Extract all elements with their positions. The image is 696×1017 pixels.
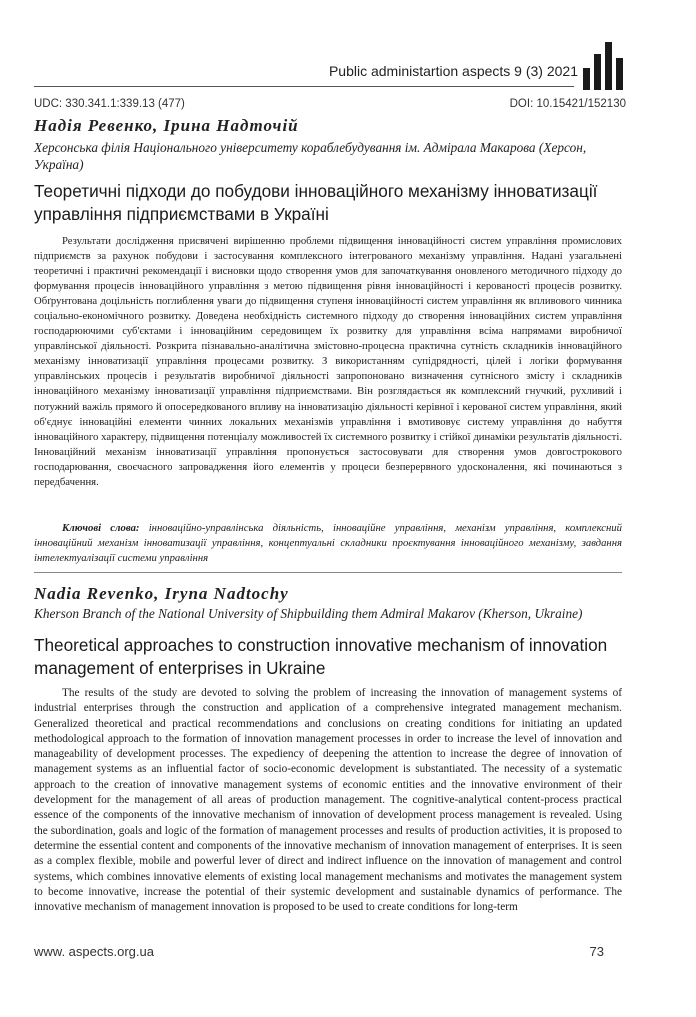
page-number: 73 <box>589 944 604 959</box>
footer-url: www. aspects.org.ua <box>34 944 154 959</box>
keywords-ua <box>34 521 622 566</box>
udc-code: UDC: 330.341.1:339.13 (477) <box>34 98 185 110</box>
affiliation-en: Kherson Branch of the National University of Shipbuilding them Admiral Makarov (Kherson, Ukraine) <box>34 606 583 621</box>
title-ua: Теоретичні підходи до побудови інноваційного механізму інноватизації управління підприємствами в Україні <box>34 181 598 224</box>
doi: DOI: 10.15421/152130 <box>509 98 626 110</box>
abstract-ua: Результати дослідження присвячені вирішенню проблеми підвищення інноваційності систем управління промислових підприємств за рахунок побудови і застосування комплексного інтегрованого механізму управління. Надані узагальнені теоретичні і практичні рекомендації і висновки щодо створення умов для започаткування оновленого методичного підходу до формування процесів інноваційного управління з метою підвищення рівня інноваційності і керованості процесів розвитку. Обґрунтована доцільність поглиблення уваги до підвищення ступеня інноваційності систем управління як впливового чинника соціально-економічного розвитку. Доведена необхідність системного підходу до створення інноваційних систем управління господарюючими суб'єктами і інноваційним середовищем їх розвитку для управління всіма напрямами виробничої управлінської діяльності. Розкрита пізнавально-аналітична змістовно-процесна практична сутність складників інноваційного механізму інноватизації управління процесами розвитку. З використанням супідрядності, цілей і логіки формування управлінських процесів і результатів виробничої діяльності запропоновано визначення сутнісного змісту і складників інноваційного механізму інноватизації управління підприємствами. Він розглядається як комплексний гнучкий, рухливий і потужний важіль прямого й опосередкованого впливу на інноватизацію діяльності керівної і керованої систем управління, який об'єднує інноваційні елементи чинних локальних механізмів управління і вмотивовує систему управління до набуття інноваційного характеру, підвищення потенціалу можливостей їх системного розвитку і стійкої динаміки результатів діяльності. Інноваційний механізм інноватизації управління пропонується застосовувати для створення умов довгострокового господарювання, своєчасного запровадження його елементів у процеси безперервного удосконалення, які починаються з передбачення. <box>34 235 622 488</box>
authors-ua: Надія Ревенко, Ірина Надточій <box>34 116 299 135</box>
abstract-en: The results of the study are devoted to solving the problem of increasing the innovation of management systems of industrial enterprises through the construction and application of a comprehensive integrated management mechanism. Generalized theoretical and practical recommendations and conclusions on creating conditions for initiating an updated methodological approach to the formation of innovation management processes in order to increase the level of innovation and manageability of development processes. The expediency of deepening the attention to increase the degree of innovation of management systems as an influential factor of socio-economic development is substantiated. The necessity of a systematic approach to the creation of innovative management systems of economic entities and the innovative environment of their development for the management of all areas of production management. The cognitive-analytical content-process practical essence of the components of the innovative mechanism of innovation of development process management is revealed. Using the subordination, goals and logic of the formation of management processes and results of production activities, it is proposed to determine the essential content and components of the innovative mechanism of innovation management of enterprises. It is seen as a complex flexible, mobile and powerful lever of direct and indirect influence on the innovation of management and control systems, which combines innovative elements of existing local management mechanisms and motivates the management system to become innovative, increase the potential of their systemic development and sustainable dynamics of performance. The innovative mechanism of management innovation is proposed to be used to create conditions for long-term <box>34 687 622 914</box>
section-divider <box>34 572 622 573</box>
title-en: Theoretical approaches to construction innovative mechanism of innovation management of enterprises in Ukraine <box>34 635 608 678</box>
affiliation-ua: Херсонська філія Національного університету кораблебудування ім. Адмірала Макарова (Херсон, Україна) <box>34 140 587 172</box>
keywords-text-ua: інноваційно-управлінська діяльність, інноваційне управління, механізм управління, комплексний інноваційний механізм інноватизації управління, концептуальні складники проєктування інноваційного механізму, завдання інтелектуалізації системи управління <box>34 522 622 564</box>
bars-logo-icon <box>580 40 630 92</box>
header-rule <box>34 86 574 87</box>
keywords-label-ua: Ключові слова: <box>62 522 140 534</box>
journal-title: Public administartion aspects 9 (3) 2021 <box>328 63 578 79</box>
authors-en: Nadia Revenko, Iryna Nadtochy <box>34 584 289 603</box>
